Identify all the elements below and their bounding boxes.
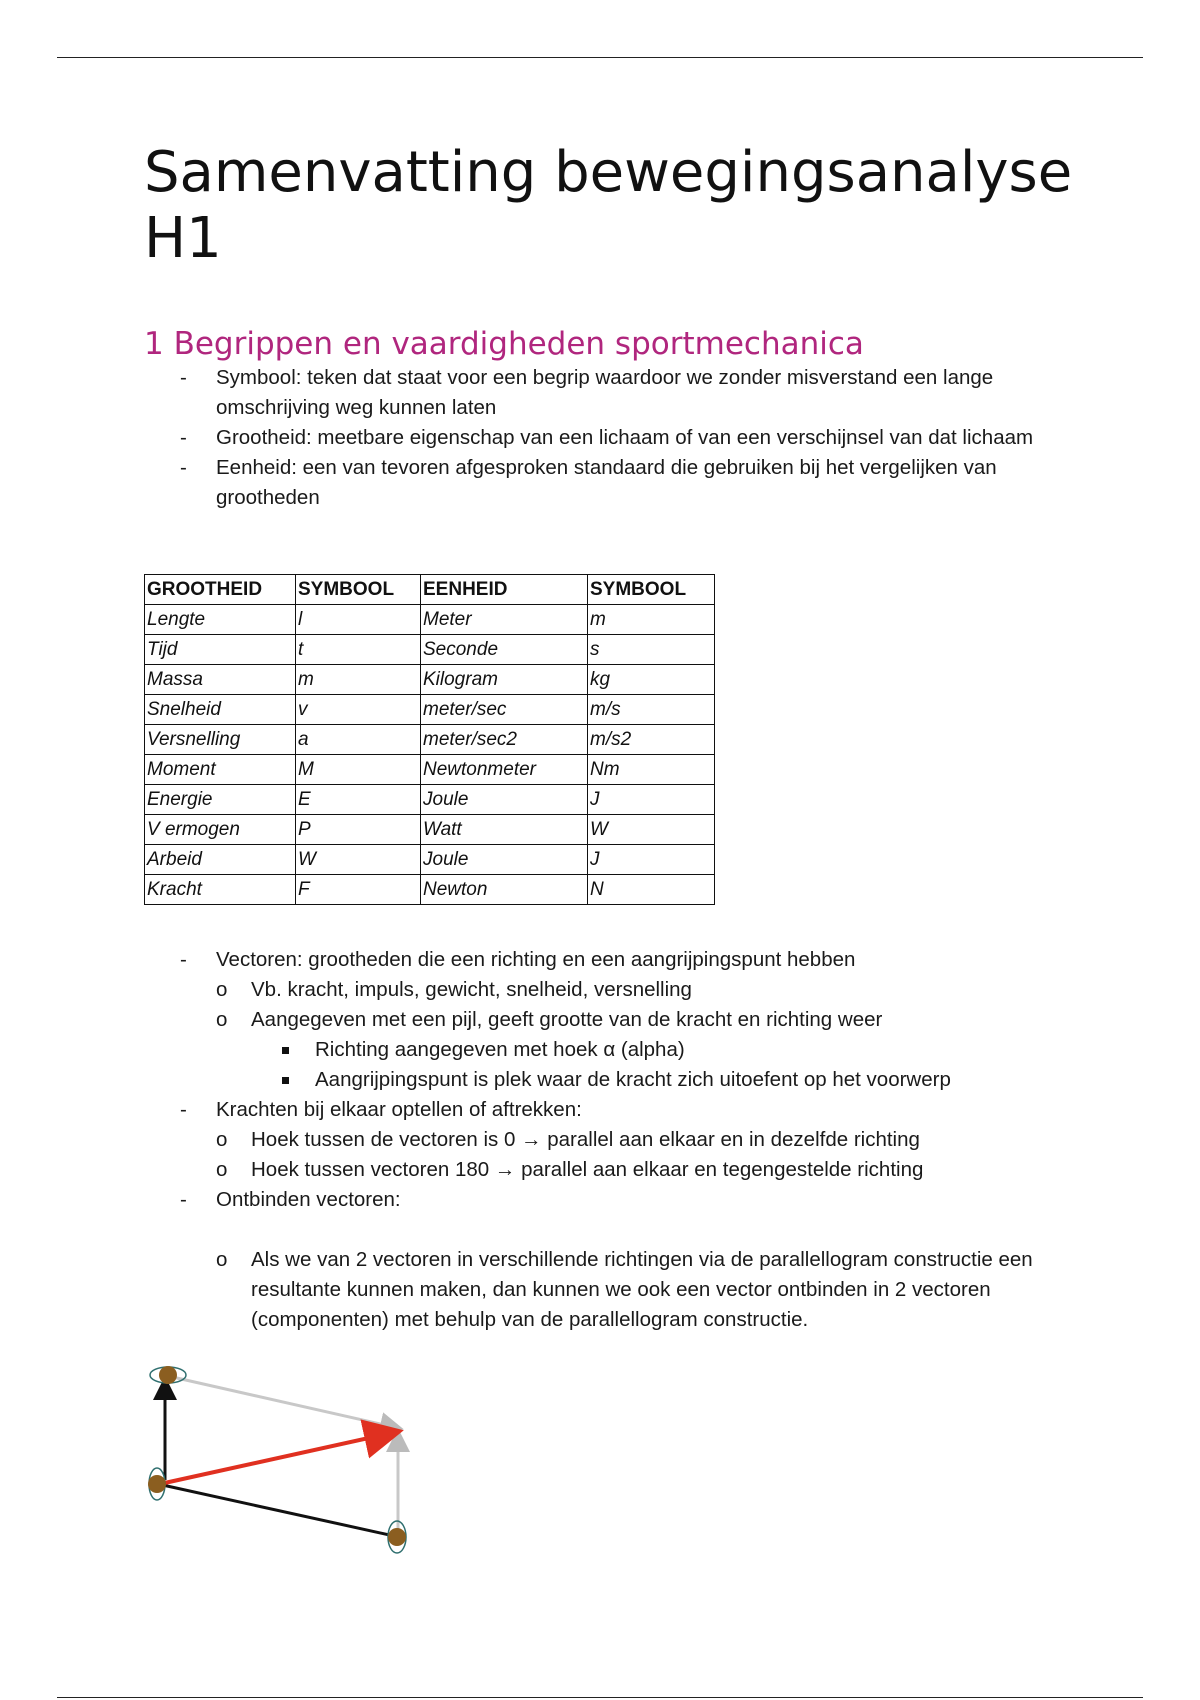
point-bottom-left	[148, 1468, 166, 1500]
table-cell: Tijd	[145, 635, 296, 665]
table-cell: a	[296, 725, 421, 755]
point-top-left	[150, 1366, 186, 1384]
quantities-table	[144, 574, 715, 905]
table-row	[145, 665, 715, 695]
table-cell: J	[588, 845, 715, 875]
black-bottom-vector	[158, 1484, 394, 1536]
table-cell: meter/sec	[421, 695, 588, 725]
list-item: - Symbool: teken dat staat voor een begrip waardoor we zonder misverstand een lange omschrijving weg kunnen laten	[144, 363, 1064, 423]
sub-list-item: o Hoek tussen vectoren 180 → parallel aan elkaar en tegengestelde richting	[216, 1155, 1084, 1185]
table-header-row	[145, 575, 715, 605]
table-cell: Energie	[145, 785, 296, 815]
red-resultant-vector	[160, 1432, 396, 1484]
table-cell: Kilogram	[421, 665, 588, 695]
list-item-text: Vectoren: grootheden die een richting en een aangrijpingspunt hebben	[216, 948, 856, 971]
table-cell: Joule	[421, 785, 588, 815]
table-cell: Kracht	[145, 875, 296, 905]
list-item-text: Krachten bij elkaar optellen of aftrekken:	[216, 1098, 582, 1121]
table-cell: Versnelling	[145, 725, 296, 755]
header-cell: SYMBOOL	[588, 575, 715, 605]
table-row	[145, 755, 715, 785]
top-rule	[57, 57, 1143, 58]
table-cell: Nm	[588, 755, 715, 785]
table-row	[145, 845, 715, 875]
table-row	[145, 635, 715, 665]
bullet-item: Richting aangegeven met hoek α (alpha)	[251, 1035, 1084, 1065]
table-cell: Joule	[421, 845, 588, 875]
bottom-rule	[57, 1697, 1143, 1698]
table-cell: W	[588, 815, 715, 845]
sub-list-item: o Als we van 2 vectoren in verschillende richtingen via de parallellogram constructie een resultante kunnen maken, dan kunnen we ook een vector ontbinden in 2 vectoren (componenten) met behulp van de parallellogram constructie.	[216, 1245, 1084, 1335]
table-cell: W	[296, 845, 421, 875]
document-title: Samenvatting bewegingsanalyse H1	[144, 140, 1073, 271]
sub-list-item-text: Aangegeven met een pijl, geeft grootte van de kracht en richting weer	[251, 1008, 883, 1031]
table-cell: m/s2	[588, 725, 715, 755]
vector-list	[144, 945, 1084, 1335]
list-item: - Eenheid: een van tevoren afgesproken standaard die gebruiken bij het vergelijken van grootheden	[144, 453, 1064, 513]
header-cell: SYMBOOL	[296, 575, 421, 605]
table-cell: m	[588, 605, 715, 635]
table-row	[145, 875, 715, 905]
sub-list-item: o Vb. kracht, impuls, gewicht, snelheid, versnelling	[216, 975, 1084, 1005]
table-cell: Arbeid	[145, 845, 296, 875]
table-cell: N	[588, 875, 715, 905]
table-cell: Moment	[145, 755, 296, 785]
parallelogram-diagram	[140, 1360, 420, 1560]
table-cell: Newton	[421, 875, 588, 905]
table-cell: s	[588, 635, 715, 665]
header-cell: GROOTHEID	[145, 575, 296, 605]
list-item	[144, 945, 1084, 1095]
table-cell: kg	[588, 665, 715, 695]
table-cell: J	[588, 785, 715, 815]
section-heading: 1 Begrippen en vaardigheden sportmechanica	[144, 326, 864, 362]
sub-list-item	[216, 1005, 1084, 1095]
table-row	[145, 785, 715, 815]
table-cell: v	[296, 695, 421, 725]
list-item	[144, 1095, 1084, 1185]
table-cell: Lengte	[145, 605, 296, 635]
table-cell: t	[296, 635, 421, 665]
table-cell: m/s	[588, 695, 715, 725]
table-cell: meter/sec2	[421, 725, 588, 755]
table-cell: Massa	[145, 665, 296, 695]
table-cell: Meter	[421, 605, 588, 635]
list-item-text: Ontbinden vectoren:	[216, 1188, 401, 1211]
table-body	[145, 605, 715, 905]
table-cell: M	[296, 755, 421, 785]
table-row	[145, 605, 715, 635]
table-cell: m	[296, 665, 421, 695]
table-row	[145, 725, 715, 755]
table-cell: Watt	[421, 815, 588, 845]
document-page	[144, 140, 1084, 1331]
table-row	[145, 815, 715, 845]
definition-list	[144, 363, 1064, 513]
table-cell: Newtonmeter	[421, 755, 588, 785]
table-cell: E	[296, 785, 421, 815]
table-cell: Seconde	[421, 635, 588, 665]
bullet-item: Aangrijpingspunt is plek waar de kracht zich uitoefent op het voorwerp	[251, 1065, 1084, 1095]
table-cell: Snelheid	[145, 695, 296, 725]
list-item	[144, 1185, 1084, 1335]
sub-list-item: o Hoek tussen de vectoren is 0 → parallel aan elkaar en in dezelfde richting	[216, 1125, 1084, 1155]
table-cell: F	[296, 875, 421, 905]
header-cell: EENHEID	[421, 575, 588, 605]
table-cell: P	[296, 815, 421, 845]
table-cell: l	[296, 605, 421, 635]
table-cell: V ermogen	[145, 815, 296, 845]
list-item: - Grootheid: meetbare eigenschap van een lichaam of van een verschijnsel van dat lichaam	[144, 423, 1064, 453]
table-row	[145, 695, 715, 725]
grey-top-vector	[168, 1376, 398, 1428]
